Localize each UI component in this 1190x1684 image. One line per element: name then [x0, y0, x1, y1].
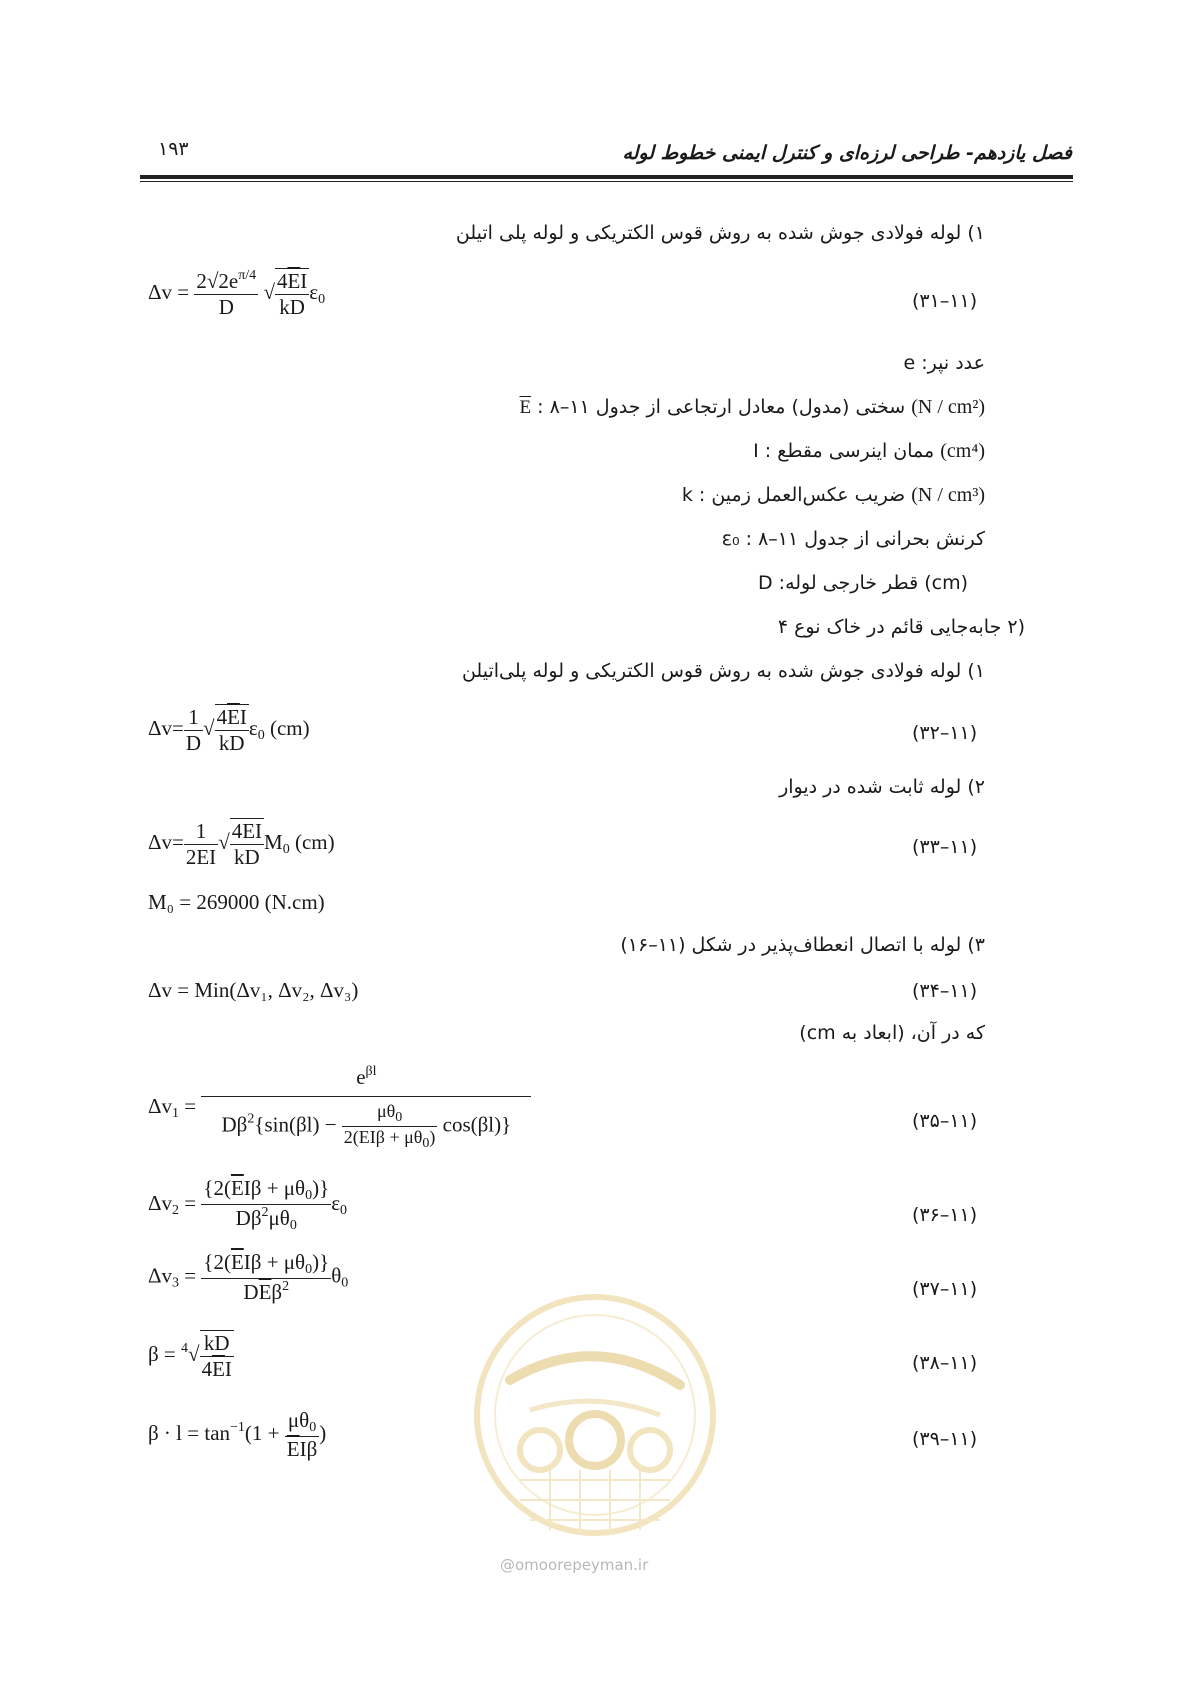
at-icon: @: [500, 1556, 515, 1574]
def-k: [682, 484, 985, 507]
watermark-url: @omoorepeyman.ir: [500, 1556, 649, 1574]
where-note: که در آن، (ابعاد به cm): [799, 1022, 985, 1044]
equation-39: $\beta \cdot l = \tan^{-1}(1$ + $\frac{\mu\theta_0}{\overline{E}I\beta}$ ): [148, 1408, 327, 1461]
def-I-unit: (cm⁴): [940, 440, 985, 462]
page-number: ۱۹۳: [158, 138, 189, 160]
equation-32: Δv= $\frac{1}{D}$ √ $\frac{4\overline{E}I}{kD}$ $\varepsilon_0$ (cm): [148, 704, 310, 755]
chapter-title: فصل یازدهم- طراحی لرزه‌ای و کنترل ایمنی خطوط لوله: [622, 142, 1072, 164]
header-rule-thick: [140, 175, 1073, 179]
def-k-text: k : ضریب عکس‌العمل زمین: [681, 484, 906, 506]
equation-33: Δv= $\frac{1}{2EI}$ √ $\frac{4EI}{kD}$ $M_0$ (cm): [148, 818, 335, 869]
header-rule-thin: [140, 181, 1073, 182]
section-2-3-heading: ۳) لوله با اتصال انعطاف‌پذیر در شکل (۱۱–۱۶): [620, 934, 985, 956]
equation-34: Δv = Min(Δv₁, Δv₂, Δv₃): [148, 978, 359, 1002]
equation-number-34: (۳۴–۱۱): [912, 980, 978, 1002]
equation-number-38: (۳۸–۱۱): [912, 1352, 978, 1374]
section-1-heading: ۱) لوله فولادی جوش شده به روش قوس الکتریکی و لوله پلی اتیلن: [455, 222, 985, 244]
def-k-unit: (N / cm³): [911, 484, 985, 506]
def-e: e :عدد نپر: [903, 352, 985, 374]
equation-37: $\Delta v_3$ = $\frac{\{2(\overline{E}I\beta + \mu\theta_0)\}}{D\overline{E}\beta^2}$ $\theta_0$: [148, 1250, 349, 1304]
section-2-2-heading: ۲) لوله ثابت شده در دیوار: [779, 776, 985, 798]
def-I: [753, 440, 985, 463]
def-E-unit: (N / cm²): [911, 396, 985, 418]
equation-number-35: (۳۵–۱۱): [912, 1110, 978, 1132]
m0-value: M₀ = 269000 (N.cm): [148, 890, 325, 914]
equation-number-31: (۳۱–۱۱): [912, 290, 978, 312]
def-E-text: سختی (مدول) معادل ارتجاعی از جدول ۱۱–۸: [549, 396, 906, 418]
equation-number-39: (۳۹–۱۱): [912, 1428, 978, 1450]
equation-31: Δv = $\frac{2√2e^{\pi/4}}{D}$ √ $\frac{4\overline{E}I}{kD}$ $\varepsilon_0$: [148, 268, 326, 319]
equation-38: β = $^4$√ $\frac{kD}{4\overline{E}I}$: [148, 1331, 232, 1381]
equation-number-37: (۳۷–۱۱): [912, 1278, 978, 1300]
equation-number-32: (۳۲–۱۱): [912, 722, 978, 744]
def-I-text: I : ممان اینرسی مقطع: [753, 440, 935, 462]
section-2-1-heading: ۱) لوله فولادی جوش شده به روش قوس الکتریکی و لوله پلی‌اتیلن: [461, 660, 985, 682]
equation-35: $\Delta v_1$ = $e^{\beta l}$ $D\beta^2\{\sin(\beta l)$ − $\frac{\mu\theta_0}{2(\overline{E}I\beta + \mu\theta_0)}$ cos(βl)}: [148, 1064, 531, 1152]
def-eps: ε₀ : کرنش بحرانی از جدول ۱۱–۸: [721, 528, 985, 550]
def-E: E : سختی (مدول) معادل ارتجاعی از جدول ۱۱–۸ (N / cm²): [519, 396, 985, 418]
equation-36: $\Delta v_2$ = $\frac{\{2(\overline{E}I\beta + \mu\theta_0)\}}{D\beta^2\mu\theta_0}$ $\varepsilon_0$: [148, 1176, 348, 1233]
watermark-logo: [470, 1290, 720, 1550]
def-D: D :قطر خارجی لوله (cm): [757, 572, 968, 594]
section-2-heading: (۲ جابه‌جایی قائم در خاک نوع ۴: [777, 616, 1025, 638]
equation-number-33: (۳۳–۱۱): [912, 836, 978, 858]
equation-number-36: (۳۶–۱۱): [912, 1204, 978, 1226]
